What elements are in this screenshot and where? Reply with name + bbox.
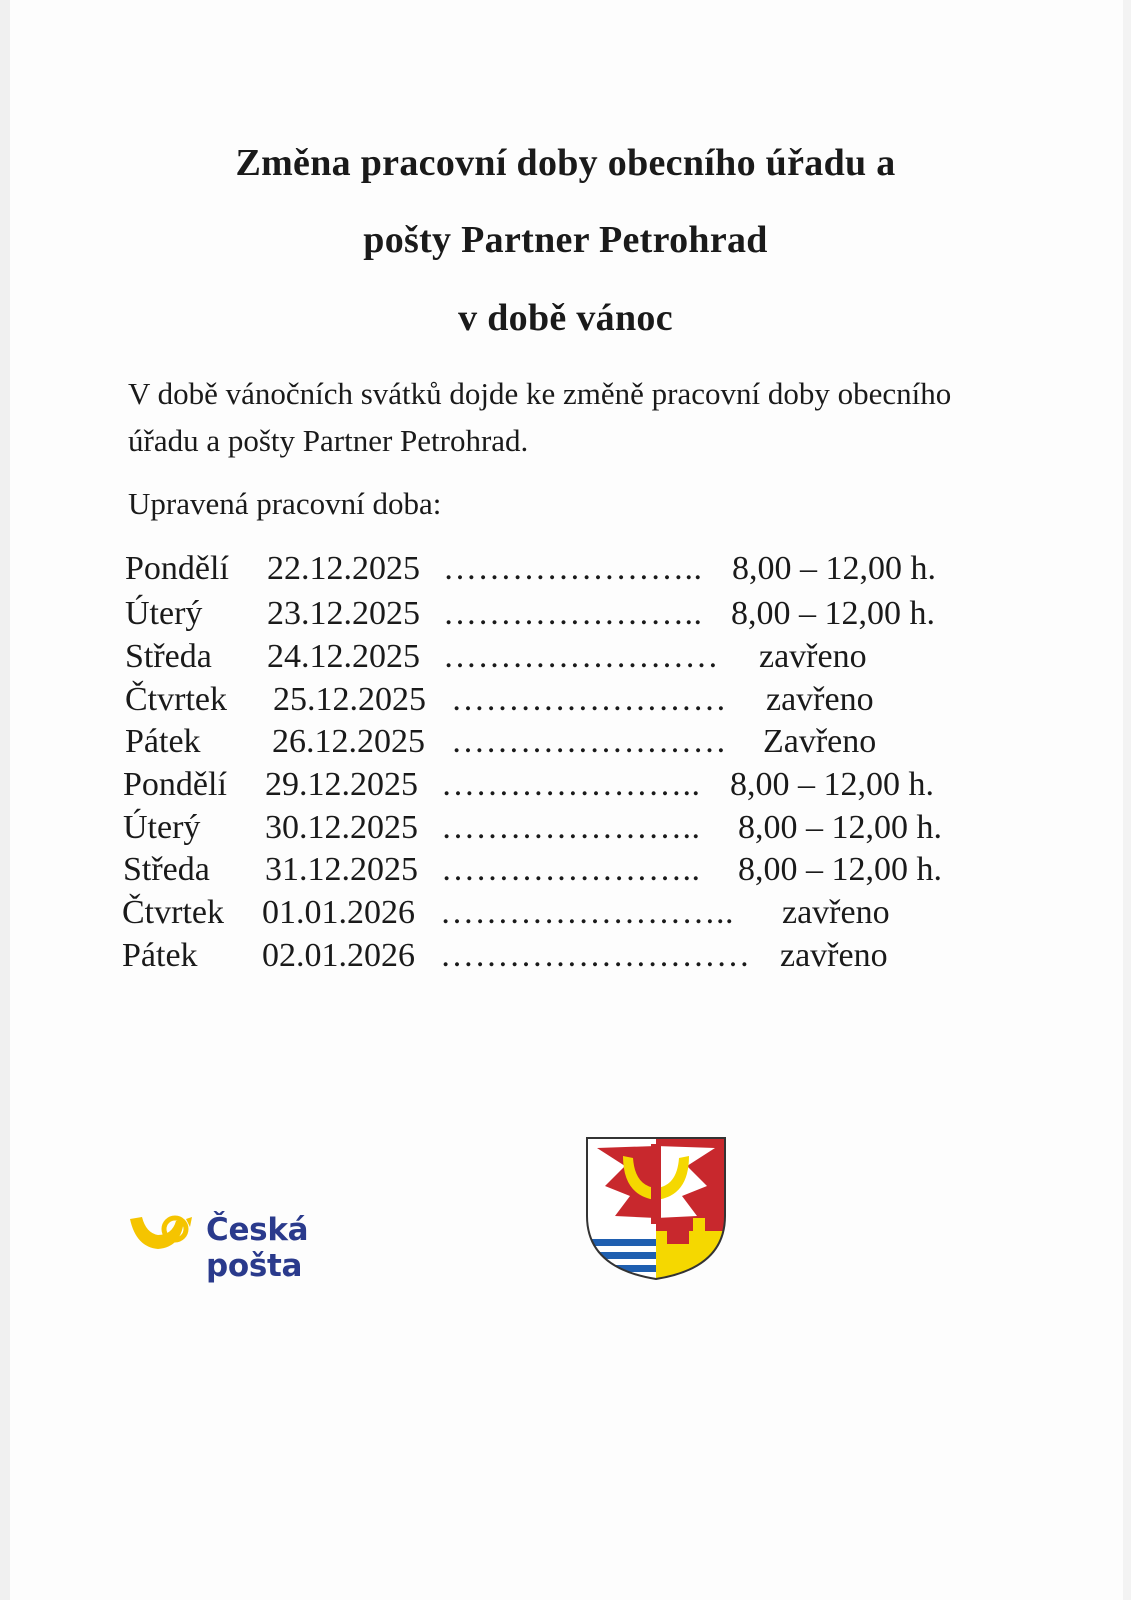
- schedule-day: Pondělí: [125, 550, 229, 587]
- title-line-1: Změna pracovní doby obecního úřadu a: [235, 142, 896, 184]
- schedule-dots: …………………..: [443, 595, 703, 632]
- schedule-date: 02.01.2026: [262, 937, 415, 974]
- schedule-day: Čtvrtek: [122, 894, 224, 931]
- schedule-date: 22.12.2025: [267, 550, 420, 587]
- schedule-heading: Upravená pracovní doba:: [128, 486, 442, 521]
- schedule-hours: zavřeno: [780, 937, 888, 974]
- schedule-hours: 8,00 – 12,00 h.: [738, 851, 942, 888]
- schedule-dots: …………………..: [441, 809, 701, 846]
- schedule-hours: 8,00 – 12,00 h.: [738, 809, 942, 846]
- schedule-dots: …………………..: [443, 550, 703, 587]
- coat-of-arms-icon: [585, 1136, 727, 1281]
- schedule-hours: zavřeno: [782, 894, 890, 931]
- schedule-dots: …………………..: [441, 766, 701, 803]
- schedule-hours: 8,00 – 12,00 h.: [731, 595, 935, 632]
- schedule-day: Pátek: [122, 937, 198, 974]
- schedule-date: 23.12.2025: [267, 595, 420, 632]
- schedule-day: Úterý: [123, 809, 201, 846]
- schedule-date: 30.12.2025: [265, 809, 418, 846]
- schedule-date: 26.12.2025: [272, 723, 425, 760]
- schedule-day: Čtvrtek: [125, 681, 227, 718]
- schedule-date: 29.12.2025: [265, 766, 418, 803]
- schedule-date: 31.12.2025: [265, 851, 418, 888]
- schedule-dots: ………………………: [440, 937, 751, 974]
- schedule-dots: ……………………..: [440, 894, 734, 931]
- ceska-posta-logo: [128, 1210, 408, 1284]
- schedule-hours: 8,00 – 12,00 h.: [732, 550, 936, 587]
- schedule-date: 25.12.2025: [273, 681, 426, 718]
- schedule-dots: ……………………: [451, 723, 727, 760]
- schedule-hours: 8,00 – 12,00 h.: [730, 766, 934, 803]
- title-line-2: pošty Partner Petrohrad: [363, 219, 768, 261]
- title-line-3: v době vánoc: [458, 297, 673, 339]
- schedule-hours: zavřeno: [766, 681, 874, 718]
- schedule-date: 01.01.2026: [262, 894, 415, 931]
- schedule-hours: Zavřeno: [763, 723, 877, 760]
- posthorn-icon: [128, 1213, 194, 1253]
- schedule-day: Úterý: [125, 595, 203, 632]
- schedule-day: Středa: [125, 638, 212, 675]
- schedule-dots: ……………………: [443, 638, 719, 675]
- schedule-day: Pátek: [125, 723, 201, 760]
- schedule-day: Pondělí: [123, 766, 227, 803]
- schedule-date: 24.12.2025: [267, 638, 420, 675]
- intro-paragraph: V době vánočních svátků dojde ke změně pracovní doby obecního úřadu a pošty Partner Petrohrad.: [128, 376, 952, 458]
- schedule-hours: zavřeno: [759, 638, 867, 675]
- schedule-dots: …………………..: [441, 851, 701, 888]
- schedule-day: Středa: [123, 851, 210, 888]
- ceska-posta-name: Česká pošta: [206, 1212, 309, 1284]
- schedule-dots: ……………………: [451, 681, 727, 718]
